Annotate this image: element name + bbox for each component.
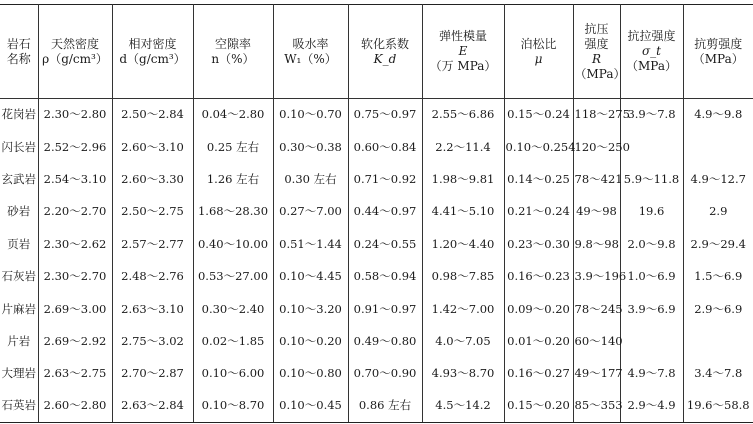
water-absorption-cell: 0.10～0.70 <box>273 99 348 131</box>
relative-density-cell: 2.50～2.75 <box>112 196 193 228</box>
water-absorption-cell: 0.10～0.20 <box>273 325 348 357</box>
rock-name-cell: 页岩 <box>0 228 38 260</box>
elastic-modulus-cell: 0.98～7.85 <box>422 260 504 292</box>
relative-density-cell: 2.48～2.76 <box>112 260 193 292</box>
compressive-strength-cell: 49～98 <box>573 196 620 228</box>
rock-name-cell: 大理岩 <box>0 358 38 390</box>
compressive-strength-cell: 85～353 <box>573 390 620 422</box>
rock-name-cell: 石英岩 <box>0 390 38 422</box>
shear-strength-cell: 2.9～6.9 <box>683 293 753 325</box>
natural-density-cell: 2.54～3.10 <box>38 163 112 195</box>
table-row <box>0 390 753 422</box>
softening-coefficient-cell: 0.44～0.97 <box>348 196 422 228</box>
porosity-cell: 0.25 左右 <box>193 131 273 163</box>
table-row <box>0 196 753 228</box>
water-absorption-cell: 0.10～4.45 <box>273 260 348 292</box>
natural-density-cell: 2.69～3.00 <box>38 293 112 325</box>
rock-name-cell: 花岗岩 <box>0 99 38 131</box>
elastic-modulus-cell: 4.0～7.05 <box>422 325 504 357</box>
header-elastic-modulus: 弹性模量 E （万 MPa） <box>422 5 504 99</box>
water-absorption-cell: 0.10～3.20 <box>273 293 348 325</box>
poisson-ratio-cell: 0.21～0.24 <box>504 196 573 228</box>
elastic-modulus-cell: 1.98～9.81 <box>422 163 504 195</box>
elastic-modulus-cell: 4.41～5.10 <box>422 196 504 228</box>
porosity-cell: 1.68～28.30 <box>193 196 273 228</box>
tensile-strength-cell: 19.6 <box>620 196 683 228</box>
porosity-cell: 0.40～10.00 <box>193 228 273 260</box>
compressive-strength-cell: 60～140 <box>573 325 620 357</box>
rock-name-cell: 砂岩 <box>0 196 38 228</box>
relative-density-cell: 2.60～3.30 <box>112 163 193 195</box>
table-row <box>0 131 753 163</box>
tensile-strength-cell: 2.0～9.8 <box>620 228 683 260</box>
porosity-cell: 0.53～27.00 <box>193 260 273 292</box>
relative-density-cell: 2.57～2.77 <box>112 228 193 260</box>
tensile-strength-cell: 1.0～6.9 <box>620 260 683 292</box>
rock-name-cell: 石灰岩 <box>0 260 38 292</box>
compressive-strength-cell: 3.9～196 <box>573 260 620 292</box>
water-absorption-cell: 0.51～1.44 <box>273 228 348 260</box>
elastic-modulus-cell: 2.2～11.4 <box>422 131 504 163</box>
relative-density-cell: 2.63～2.84 <box>112 390 193 422</box>
water-absorption-cell: 0.30～0.38 <box>273 131 348 163</box>
poisson-ratio-cell: 0.23～0.30 <box>504 228 573 260</box>
elastic-modulus-cell: 1.20～4.40 <box>422 228 504 260</box>
porosity-cell: 0.10～6.00 <box>193 358 273 390</box>
natural-density-cell: 2.30～2.62 <box>38 228 112 260</box>
elastic-modulus-cell: 4.5～14.2 <box>422 390 504 422</box>
softening-coefficient-cell: 0.86 左右 <box>348 390 422 422</box>
tensile-strength-cell: 3.9～6.9 <box>620 293 683 325</box>
softening-coefficient-cell: 0.75～0.97 <box>348 99 422 131</box>
table-row <box>0 99 753 131</box>
header-shear-strength: 抗剪强度 （MPa） <box>683 5 753 99</box>
table-row <box>0 163 753 195</box>
table-row <box>0 358 753 390</box>
header-softening-coefficient: 软化系数 K_d <box>348 5 422 99</box>
poisson-ratio-cell: 0.15～0.24 <box>504 99 573 131</box>
compressive-strength-cell: 120～250 <box>573 131 620 163</box>
table-row <box>0 325 753 357</box>
table-row <box>0 228 753 260</box>
water-absorption-cell: 0.10～0.45 <box>273 390 348 422</box>
relative-density-cell: 2.50～2.84 <box>112 99 193 131</box>
natural-density-cell: 2.30～2.70 <box>38 260 112 292</box>
compressive-strength-cell: 78～245 <box>573 293 620 325</box>
natural-density-cell: 2.60～2.80 <box>38 390 112 422</box>
softening-coefficient-cell: 0.71～0.92 <box>348 163 422 195</box>
header-porosity: 空隙率 n（%） <box>193 5 273 99</box>
table-row <box>0 260 753 292</box>
compressive-strength-cell: 9.8～98 <box>573 228 620 260</box>
compressive-strength-cell: 118～275 <box>573 99 620 131</box>
header-compressive-strength: 抗压 强度 R （MPa） <box>573 5 620 99</box>
poisson-ratio-cell: 0.09～0.20 <box>504 293 573 325</box>
poisson-ratio-cell: 0.01～0.20 <box>504 325 573 357</box>
shear-strength-cell: 19.6～58.8 <box>683 390 753 422</box>
natural-density-cell: 2.30～2.80 <box>38 99 112 131</box>
shear-strength-cell: 4.9～12.7 <box>683 163 753 195</box>
shear-strength-cell <box>683 325 753 357</box>
tensile-strength-cell: 4.9～7.8 <box>620 358 683 390</box>
porosity-cell: 0.10～8.70 <box>193 390 273 422</box>
tensile-strength-cell: 2.9～4.9 <box>620 390 683 422</box>
relative-density-cell: 2.60～3.10 <box>112 131 193 163</box>
poisson-ratio-cell: 0.10～0.254 <box>504 131 573 163</box>
natural-density-cell: 2.69～2.92 <box>38 325 112 357</box>
water-absorption-cell: 0.10～0.80 <box>273 358 348 390</box>
porosity-cell: 0.02～1.85 <box>193 325 273 357</box>
rock-name-cell: 玄武岩 <box>0 163 38 195</box>
natural-density-cell: 2.52～2.96 <box>38 131 112 163</box>
tensile-strength-cell: 5.9～11.8 <box>620 163 683 195</box>
natural-density-cell: 2.20～2.70 <box>38 196 112 228</box>
elastic-modulus-cell: 4.93～8.70 <box>422 358 504 390</box>
rock-properties-table <box>0 4 753 423</box>
rock-name-cell: 片麻岩 <box>0 293 38 325</box>
compressive-strength-cell: 49～177 <box>573 358 620 390</box>
softening-coefficient-cell: 0.91～0.97 <box>348 293 422 325</box>
rock-name-cell: 片岩 <box>0 325 38 357</box>
shear-strength-cell: 2.9 <box>683 196 753 228</box>
natural-density-cell: 2.63～2.75 <box>38 358 112 390</box>
table-row <box>0 293 753 325</box>
header-poisson-ratio: 泊松比 μ <box>504 5 573 99</box>
header-tensile-strength: 抗拉强度 σ_t （MPa） <box>620 5 683 99</box>
poisson-ratio-cell: 0.16～0.27 <box>504 358 573 390</box>
compressive-strength-cell: 78～421 <box>573 163 620 195</box>
softening-coefficient-cell: 0.24～0.55 <box>348 228 422 260</box>
porosity-cell: 0.30～2.40 <box>193 293 273 325</box>
elastic-modulus-cell: 1.42～7.00 <box>422 293 504 325</box>
porosity-cell: 1.26 左右 <box>193 163 273 195</box>
shear-strength-cell: 4.9～9.8 <box>683 99 753 131</box>
softening-coefficient-cell: 0.60～0.84 <box>348 131 422 163</box>
softening-coefficient-cell: 0.70～0.90 <box>348 358 422 390</box>
relative-density-cell: 2.63～3.10 <box>112 293 193 325</box>
tensile-strength-cell: 3.9～7.8 <box>620 99 683 131</box>
header-relative-density: 相对密度 d（g/cm³） <box>112 5 193 99</box>
softening-coefficient-cell: 0.49～0.80 <box>348 325 422 357</box>
relative-density-cell: 2.75～3.02 <box>112 325 193 357</box>
relative-density-cell: 2.70～2.87 <box>112 358 193 390</box>
water-absorption-cell: 0.27～7.00 <box>273 196 348 228</box>
header-rock-name: 岩石 名称 <box>0 5 38 99</box>
table-header-row <box>0 5 753 99</box>
softening-coefficient-cell: 0.58～0.94 <box>348 260 422 292</box>
poisson-ratio-cell: 0.15～0.20 <box>504 390 573 422</box>
header-water-absorption: 吸水率 W₁（%） <box>273 5 348 99</box>
rock-name-cell: 闪长岩 <box>0 131 38 163</box>
porosity-cell: 0.04～2.80 <box>193 99 273 131</box>
shear-strength-cell <box>683 131 753 163</box>
poisson-ratio-cell: 0.14～0.25 <box>504 163 573 195</box>
water-absorption-cell: 0.30 左右 <box>273 163 348 195</box>
table-body <box>0 99 753 423</box>
shear-strength-cell: 2.9～29.4 <box>683 228 753 260</box>
header-natural-density: 天然密度 ρ（g/cm³） <box>38 5 112 99</box>
poisson-ratio-cell: 0.16～0.23 <box>504 260 573 292</box>
shear-strength-cell: 1.5～6.9 <box>683 260 753 292</box>
tensile-strength-cell <box>620 325 683 357</box>
shear-strength-cell: 3.4～7.8 <box>683 358 753 390</box>
elastic-modulus-cell: 2.55～6.86 <box>422 99 504 131</box>
